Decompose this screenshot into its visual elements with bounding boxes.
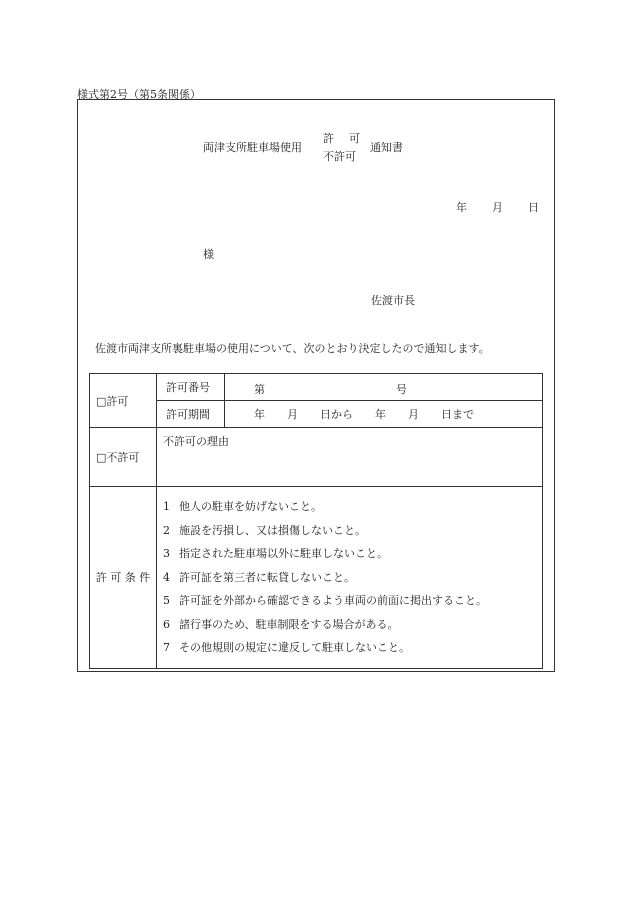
title-option-permit: 許 可 bbox=[323, 132, 362, 145]
deny-checkbox[interactable]: □ bbox=[96, 451, 107, 464]
permit-number-label: 許可番号 bbox=[157, 374, 225, 401]
permit-period-label: 許可期間 bbox=[157, 401, 225, 428]
conditions-list bbox=[157, 487, 543, 669]
condition-item: 7 その他規則の規定に違反して駐車しないこと。 bbox=[163, 641, 410, 654]
permit-number-suffix: 号 bbox=[396, 383, 407, 396]
issuer-name: 佐渡市長 bbox=[371, 294, 415, 307]
permit-table bbox=[89, 373, 543, 669]
permit-label: 許可 bbox=[106, 394, 129, 408]
title-main: 両津支所駐車場使用 bbox=[203, 141, 302, 154]
date-year-label: 年 bbox=[456, 201, 467, 214]
permit-number-cell[interactable] bbox=[225, 374, 543, 401]
title-suffix: 通知書 bbox=[370, 141, 403, 154]
permit-number-prefix: 第 bbox=[254, 383, 265, 396]
intro-text: 佐渡市両津支所裏駐車場の使用について、次のとおり決定したので通知します。 bbox=[95, 342, 490, 355]
form-number-label: 様式第2号（第5条関係） bbox=[77, 88, 201, 101]
condition-item: 2 施設を汚損し、又は損傷しないこと。 bbox=[163, 523, 366, 537]
permit-period-text[interactable]: 年 月 日から 年 月 日まで bbox=[225, 401, 543, 428]
permit-cell bbox=[90, 374, 157, 428]
condition-item: 5 許可証を外部から確認できるよう車両の前面に掲出すること。 bbox=[163, 594, 487, 607]
deny-cell bbox=[90, 428, 157, 487]
date-day-label: 日 bbox=[528, 201, 539, 214]
condition-item: 1 他人の駐車を妨げないこと。 bbox=[163, 500, 322, 513]
condition-item: 3 指定された駐車場以外に駐車しないこと。 bbox=[163, 547, 388, 560]
permit-checkbox[interactable]: □ bbox=[96, 394, 107, 408]
date-month-label: 月 bbox=[492, 201, 503, 214]
title-option-deny: 不許可 bbox=[323, 150, 356, 163]
deny-reason-cell[interactable] bbox=[157, 428, 543, 487]
deny-label: 不許可 bbox=[106, 451, 140, 464]
condition-item: 6 諸行事のため、駐車制限をする場合がある。 bbox=[163, 617, 399, 631]
conditions-label: 許 可 条 件 bbox=[90, 487, 157, 669]
deny-reason-label: 不許可の理由 bbox=[163, 435, 229, 448]
addressee-honorific: 様 bbox=[203, 248, 214, 261]
condition-item: 4 許可証を第三者に転貸しないこと。 bbox=[163, 570, 355, 584]
